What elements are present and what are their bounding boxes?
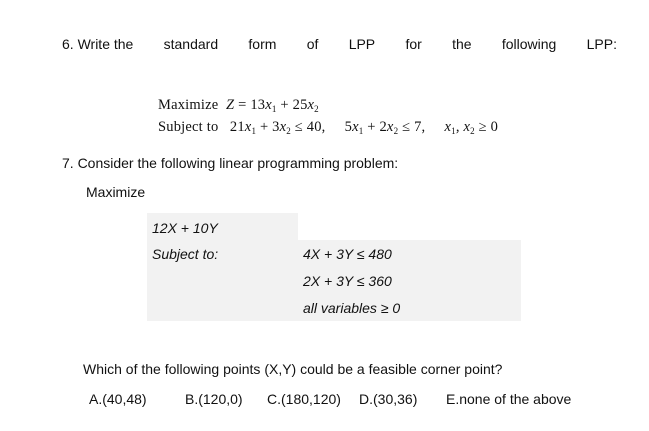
- q6-objective-line: [158, 97, 319, 114]
- q7-maximize-label: Maximize: [86, 184, 146, 200]
- option-c: C.(180,120): [267, 391, 341, 407]
- q6-word: LPP:: [586, 36, 617, 52]
- constraint-nonnegativity: all variables ≥ 0: [303, 300, 401, 316]
- q6-word: form: [248, 36, 277, 52]
- q6-subject-label: Subject to: [158, 119, 219, 135]
- option-d: D.(30,36): [359, 391, 418, 407]
- q6-word: 6. Write the: [62, 36, 134, 52]
- constraint-1: 4X + 3Y ≤ 480: [303, 246, 392, 262]
- q6-word: LPP: [348, 36, 376, 52]
- q6-constraint-formula: $21x_1 + 3x_2 \le 40$,: [222, 119, 326, 136]
- q6-word: of: [306, 36, 319, 52]
- option-e: E.none of the above: [446, 391, 572, 407]
- q6-word: following: [501, 36, 557, 52]
- option-a: A.(40,48): [89, 391, 147, 407]
- subject-to-label: Subject to:: [152, 246, 219, 262]
- q6-nonnegativity-formula: $x_1$, $x_2 \ge 0$: [444, 119, 499, 136]
- q6-constraint-formula: $5x_1 + 2x_2 \le 7$,: [329, 119, 426, 136]
- q6-maximize-label: Maximize: [158, 97, 219, 113]
- q6-word: the: [452, 36, 472, 52]
- q7-question: Which of the following points (X,Y) could be a feasible corner point?: [83, 361, 503, 377]
- q6-word: for: [405, 36, 422, 52]
- objective-function: 12X + 10Y: [152, 220, 218, 236]
- q6-heading: [62, 36, 617, 52]
- q7-heading: 7. Consider the following linear programming problem:: [62, 155, 399, 171]
- q6-constraints-line: [158, 119, 498, 136]
- constraint-2: 2X + 3Y ≤ 360: [303, 273, 392, 289]
- option-b: B.(120,0): [185, 391, 243, 407]
- q6-objective-formula: $Z = 13x_1 + 25x_2$: [226, 97, 319, 114]
- q6-word: standard: [163, 36, 219, 52]
